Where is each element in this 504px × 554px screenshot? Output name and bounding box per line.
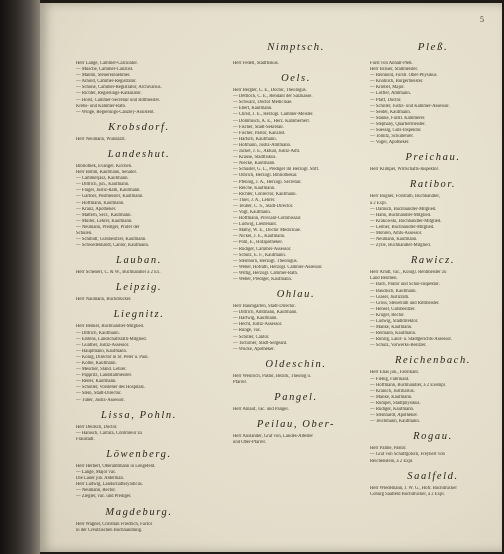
town-heading: Leipzig. (115, 282, 163, 294)
subscriber-entry: — Hoffmann, Kaufmann. (76, 200, 125, 206)
subscriber-entry: — Mantin, Steuereinnehmer. (76, 73, 131, 79)
town-heading: Krobsdorf. (108, 121, 170, 133)
subscriber-entry: Reichenstein, à 2 Expl. (370, 458, 414, 464)
subscriber-entry: — Winge, Regierungs-Canzley-Assistent. (76, 109, 155, 115)
subscriber-entry: Herr Neumann, Wundarzt. (76, 136, 126, 142)
town-heading: Oldeschin. (265, 358, 327, 370)
subscriber-entry: — Tomitz, Schullehrer. (370, 134, 414, 140)
subscriber-entry: — Gross, Steuerrath und Rittmeister. (370, 300, 440, 306)
subscriber-section (233, 359, 359, 386)
subscriber-entry: Fraustadt. (76, 436, 95, 442)
subscriber-entry: Bibliothek, Evangel. Kirchen. (76, 163, 133, 169)
subscriber-entry: Herr Arndt, vac., Königl. Rentmeister zu (370, 270, 447, 276)
subscriber-entry: — Hoffmann, Proviant-Commissair. (233, 216, 302, 222)
subscriber-entry: — Stephany, Quartiermeister. (370, 121, 426, 127)
subscriber-entry: — Flügel, Justiz-Rath, Kaufmann. (76, 188, 141, 194)
subscriber-section (370, 152, 496, 173)
subscriber-entry: — Hahn, Buchhändler-Mitglied. (370, 212, 432, 218)
subscriber-entry: — Fischer, Stadt-Sekretair. (233, 124, 284, 130)
subscriber-entry: — Rührig, Land- u. Stadtgerichts-Assessor. (370, 337, 452, 343)
town-heading: Oels. (281, 73, 311, 85)
subscriber-section (76, 449, 202, 501)
column-3 (370, 61, 496, 498)
subscriber-entry: — Hoffmann, Buchhändler, à 2 Exempl. (370, 382, 447, 388)
subscriber-entry: in der Creutzischen Buchhandlung. (76, 527, 143, 533)
subscriber-entry: Krebs- und Kammer-Rath. (76, 103, 127, 109)
subscriber-entry: — Zylle, Buchhändler-Mitglied. (370, 243, 431, 249)
subscriber-entry: — Dommisch, A. E., Herz. Kammerherr. (233, 118, 310, 124)
subscriber-entry: Herr Ausländer, Graf von, Landes-Ältester (233, 434, 313, 440)
subscriber-entry: — Stein, Stadt-Director. (76, 391, 122, 397)
subscriber-entry: — Mattern, Secr., Kaufmann. (76, 212, 132, 218)
subscriber-section (76, 282, 202, 303)
subscriber-section (233, 61, 359, 67)
subscriber-section (233, 392, 359, 413)
subscriber-entry: Herr Anlauf, vac. und Pangel. (233, 407, 289, 413)
subscriber-section (370, 355, 496, 425)
subscriber-entry: — Runge, vac. (233, 328, 262, 334)
subscriber-entry: — Arnold, Cammer-Registrator. (76, 79, 137, 85)
subscriber-entry: — Richter, Conrector, Kaufmann. (233, 191, 297, 197)
subscriber-entry: — Neumann, Prediger, Prüfer der (76, 224, 140, 230)
town-heading: Peilau, Ober- (256, 419, 336, 431)
subscriber-section (370, 61, 496, 146)
subscriber-section (370, 255, 496, 349)
subscriber-entry: — Schulz, Vorwerks-Besitzer. (370, 343, 427, 349)
subscriber-entry: Herr Klimpel, Wirtschafts-Inspektor. (370, 167, 439, 173)
subscriber-entry: Pfarrer. (233, 379, 247, 385)
subscriber-entry: — Krakowski, Buchhändler-Mitglied. (370, 218, 442, 224)
subscriber-entry: — Weber, Hofrath, Herzogl. Cammer-Assessor. (233, 264, 323, 270)
subscriber-entry: — Schiller, Cantor. (233, 334, 270, 340)
subscriber-entry: — Ludwig, Lieutenant. (233, 222, 278, 228)
subscriber-entry: — Niecke, Kaufmann. (233, 161, 276, 167)
subscriber-entry: — Schiller, Justiz- und Kammer-Assessor. (370, 103, 450, 109)
column-3-header: Pleß. (417, 41, 449, 53)
subscriber-entry: — Graf von Schaffgotsch, Freyherr von (370, 452, 445, 458)
subscriber-entry: — Cammerjäsz, Kaufmann. (76, 176, 129, 182)
subscriber-entry: Herr Palme, Pastor. (370, 446, 407, 452)
subscriber-entry: — Schwedenhardt, Cantor, Kaufmann. (76, 243, 149, 249)
subscriber-entry: — Glasel, Justizrath. (370, 294, 410, 300)
subscriber-entry: — Rüdiger, Kaufmann. (370, 407, 415, 413)
subscriber-entry: — Hänisch, Carrara, Contrôleur zu (76, 430, 142, 436)
subscriber-entry: — Günther, Justiz-Assessor. (76, 342, 130, 348)
subscriber-section (76, 309, 202, 403)
subscriber-entry: Herr Ludwig, Landschaftssyndicus. (76, 482, 143, 488)
town-heading: Magdeburg. (105, 506, 173, 518)
subscriber-entry: — Hartsch, Kaufmann. (233, 136, 277, 142)
subscriber-entry: — Reiche, Kaufmann. (233, 185, 276, 191)
subscriber-entry: — Weber, Prediger, Kaufmann. (233, 277, 293, 282)
subscriber-entry: — Richter, Regierungs-Kalkulator. (76, 91, 142, 97)
subscriber-entry: — Ziegler, vac. und Prediger. (76, 494, 132, 500)
subscriber-section (233, 73, 359, 283)
subscriber-entry: — Nickel, J. E., Kaufmann. (233, 234, 286, 240)
subscriber-entry: — Ebert, Kaufmann. (233, 106, 273, 112)
subscriber-entry: — Mescher, Ständ. Lehrer. (76, 367, 127, 373)
subscriber-entry: — Lange, Major vac. (76, 470, 117, 476)
subscriber-entry: Herr Naumann, Buchdrucker. (76, 297, 132, 303)
subscriber-entry: — Krüger, Rector. (370, 312, 405, 318)
subscriber-entry: — Knoblich, Bürgermeister. (370, 79, 424, 85)
subscriber-entry: Herr Wiedemann, J. W. G., Hofr. Buchdrucker (370, 485, 457, 491)
column-2-header: Nimptsch. (267, 41, 325, 53)
subscriber-section (370, 179, 496, 249)
subscriber-entry: — Dittrich, Kaufmann. (76, 330, 120, 336)
subscriber-section (370, 431, 496, 464)
subscriber-entry: Herr Baumgarten, Stadt-Director. (233, 304, 296, 310)
subscriber-entry: Herr Deutsch, Doctor. (76, 424, 118, 430)
town-heading: Rawicz. (410, 255, 456, 267)
subscriber-entry: — Musche, Cammer-Canzlist. (76, 67, 134, 73)
subscriber-entry: — Thiel, J. A., Lehrer. (233, 197, 276, 203)
subscriber-entry: — Neumann, Kaufmann. (370, 237, 418, 243)
subscriber-entry: — Damsch, Buchhändler-Mitglied. (370, 206, 437, 212)
subscriber-entry: — Hecht, Justiz-Assessor. (233, 322, 283, 328)
subscriber-entry: — Neumann, Rector. (76, 488, 116, 494)
subscriber-entry: Herr Elias jun., Fabrikant. (370, 370, 419, 376)
subscriber-entry: Herr Brauer, Stallmeister. (370, 67, 418, 73)
subscriber-entry: — Schulz, E. F., Kaufmann. (233, 252, 286, 258)
subscriber-entry: — Teuber, C. S., Stadt-Director. (233, 203, 294, 209)
subscriber-entry: — Hensel, Gutsbesitzer. (370, 306, 416, 312)
subscriber-entry: — Pappritz, Landstallmeister. (76, 373, 132, 379)
subscriber-entry: — Reiter, Kaufmann. (76, 379, 117, 385)
subscriber-entry: und Ober-Pfarrer. (233, 440, 266, 446)
subscriber-entry: — Vogt, Kaufmann. (233, 209, 271, 215)
town-heading: Reichenbach. (394, 355, 472, 367)
subscriber-entry: — Ludwig, Stadtdirektor. (370, 319, 419, 324)
town-heading: Rogau. (413, 431, 453, 443)
subscriber-entry: — Stanke, Fürstl. Kämmerer. (370, 115, 426, 121)
subscriber-entry: — König, Director in St. Peter u. Paul. (76, 354, 149, 360)
subscriber-entry: Herr Scheuerl, C. & W., Buchhändler à 2 Ex. (76, 270, 161, 276)
subscriber-entry: — Olbrich, Herzogl. Bibliothekar. (233, 173, 298, 179)
town-heading: Lissa, Pohln. (101, 409, 177, 421)
subscriber-entry: — Jäckel, J. E., Aktuar, Justiz-Amt. (233, 149, 301, 155)
subscriber-entry: — Manke, Kaufmann. (370, 394, 413, 400)
subscriber-entry: — Kolbe, Kaufmann. (76, 361, 117, 366)
subscriber-entry: — Löffler, Amtmann. (370, 91, 411, 97)
town-heading: Löwenberg. (106, 448, 172, 460)
subscriber-entry: — Kranich, Justitiarius. (370, 388, 415, 394)
subscriber-entry: — Dittrich, Amtmann, Kaufmann. (233, 310, 298, 316)
subscriber-entry: — Kranz, Apotheker. (76, 206, 117, 212)
subscriber-entry: Herr Böhm, Kaufmann, Senator. (76, 170, 137, 176)
subscriber-entry: — Seidel, Kaufmann. (370, 109, 411, 115)
book-binding (0, 0, 40, 554)
subscriber-entry: — Steinhardt, Apotheker. (370, 413, 418, 419)
subscriber-entry: — Pohl, E., Hofapotheker. (233, 240, 283, 246)
subscriber-entry: — Schöne, Cammer-Registrator, Archivarius. (76, 85, 162, 91)
subscriber-entry: — Hartwig, Kaufmann. (233, 316, 278, 322)
subscriber-entry: — Baudisch, Kaufmann. (370, 288, 417, 294)
town-heading: Saalfeld. (407, 470, 459, 482)
subscriber-entry: Herr Fedell, Stadtfiskus. (233, 61, 279, 66)
subscriber-entry: — Fiebig, Fabrikant. (370, 376, 410, 382)
subscriber-section (370, 471, 496, 498)
subscriber-entry: — Christ, J. E., Herzogl. Cammer-Meister. (233, 112, 314, 118)
subscriber-section (233, 289, 359, 353)
subscriber-entry: — Teichmann, Kaufmann. (370, 419, 420, 425)
subscriber-entry: Schulen. (76, 230, 93, 236)
subscriber-entry: Herr Wagner, Christian Friedrich, Factor (76, 521, 153, 527)
subscriber-entry: — Steinborn, Herzogl. Theologus. (233, 258, 298, 264)
subscriber-entry: — Horst, Cammer-Secretair und Rittmeister. (76, 97, 161, 103)
town-heading: Ohlau. (276, 289, 316, 301)
subscriber-section (76, 410, 202, 443)
page-number: 5 (480, 15, 484, 24)
subscriber-entry: — Reinhold, Fürstl. Ober-Physikus. (370, 73, 438, 79)
subscriber-entry: Herr Bergler, C. E., Doctor, Theologus. (233, 88, 307, 94)
subscriber-entry: — Hofmann, Justiz-Amtmann. (233, 142, 292, 148)
subscriber-entry: — Tschirner, Stadt-Sergeant. (233, 340, 288, 346)
town-heading: Preichau. (405, 152, 461, 164)
subscriber-entry: — Reimann, Kaufmann. (370, 331, 417, 337)
subscriber-entry: — Erstens, Landschaftsrath-Mitglied. (76, 336, 147, 342)
subscriber-entry: — Krause, Stadtfiskus. (233, 155, 277, 161)
subscriber-entry: — Müller, Lehrer, Kaufmann. (76, 218, 133, 224)
subscriber-entry: — Wucke, Apotheker. (233, 346, 275, 352)
subscriber-section (76, 149, 202, 249)
column-1 (76, 61, 202, 534)
subscriber-entry: Land Beuthen. (370, 276, 398, 282)
subscriber-section (76, 61, 202, 116)
subscriber-entry: — Hauptmann, Kaufmann. (76, 348, 128, 354)
subscriber-entry: — Rüdiger, Cammer-Assessor. (233, 246, 292, 252)
subscriber-entry: — Mathy, W. E., Doctor Medicinae. (233, 228, 301, 234)
subscriber-entry: — Scholler, Vorsteher des Hospitals. (76, 385, 145, 391)
subscriber-entry: — Manke, Kaufmann. (370, 325, 413, 331)
town-heading: Pangel. (274, 392, 318, 404)
subscriber-entry: Herr Weinrich, Pastor, Bezirk, Theolog u. (233, 373, 312, 379)
subscriber-entry: — Fischer, Pastor, Kanzlist. (233, 130, 286, 136)
subscriber-entry: Die Lauer jun. Alderman. (76, 476, 125, 482)
subscriber-entry: — Tuber, Justiz-Assessor. (76, 397, 125, 403)
town-heading: Ratibor. (409, 179, 457, 191)
subscriber-entry: — Schuster, G. L., Prediger im Herzogl. Stift. (233, 167, 320, 173)
subscriber-entry: — Mohren, Amts-Assessor. (370, 230, 423, 236)
subscriber-entry: Herr Benkel, Buchhändler-Mitglied. (76, 324, 145, 330)
town-heading: Liegnitz. (113, 309, 165, 321)
subscriber-section (76, 122, 202, 143)
subscriber-entry: — Pfennig, J. A., Herzogl. Secretair. (233, 179, 302, 185)
subscriber-entry: Coburg Saalfeld Buchdrucker, à 2 Expl. (370, 491, 445, 497)
subscriber-entry: à 2 Expl. (370, 200, 387, 206)
subscriber-entry: — Vogel, Apotheker. (370, 140, 410, 146)
subscriber-section (233, 419, 359, 446)
subscriber-entry: — Dittrich, jun., Kaufmann. (76, 182, 130, 188)
subscriber-entry: — Schmidt, Gutsbesitzer, Kaufmann. (76, 237, 147, 243)
document-page (40, 3, 502, 552)
subscriber-entry: — Rumpel, Stadtphysikus. (370, 400, 421, 406)
subscriber-entry: Herr Herbert, Oberamtmann in Lengefeld. (76, 463, 156, 469)
subscriber-entry: — Pfaff, Doctor. (370, 97, 402, 103)
subscriber-entry: — Bach, Pastor und Schul-Inspektor. (370, 282, 440, 288)
subscriber-section (76, 255, 202, 276)
subscriber-entry: — Suessig, Guts-Inspektor. (370, 128, 422, 134)
subscriber-entry: — Kriebel, Major. (370, 85, 405, 91)
town-heading: Lauban. (116, 255, 162, 267)
subscriber-entry: Herr Bögner, Forstrath, Buchhändler, (370, 194, 440, 200)
subscriber-entry: — Wittig, Herzogl. Cammer-Rath. (233, 270, 298, 276)
subscriber-entry: — Schwarz, Doctor Medicinae. (233, 100, 293, 106)
subscriber-entry: Fürst von Anhalt-Pleß. (370, 61, 413, 66)
subscriber-entry: — Gärtner, Postmeister, Kaufmann. (76, 194, 144, 200)
town-heading: Landeshut. (107, 148, 171, 160)
column-2 (233, 61, 359, 446)
subscriber-section (76, 507, 202, 534)
subscriber-entry: Herr Lange, Cammer-Calculator. (76, 61, 138, 66)
subscriber-entry: — Leitner, Buchhändler-Mitglied. (370, 224, 435, 230)
subscriber-entry: — Dettlöch, C. E., Rendant der Salzkasse. (233, 94, 313, 100)
